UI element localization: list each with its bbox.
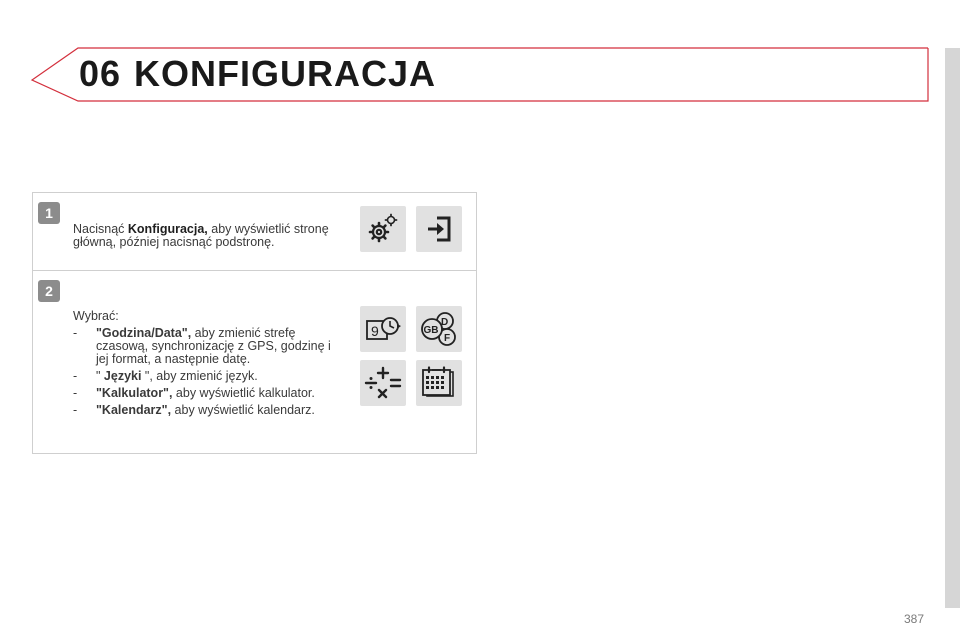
language-label-f: F: [444, 333, 451, 344]
enter-submenu-icon: [423, 213, 455, 245]
calculator-suffix: aby wyświetlić kalkulator.: [172, 386, 315, 400]
list-item-calculator: [73, 387, 343, 401]
settings-gears-icon: [365, 211, 401, 247]
calendar-tile[interactable]: [416, 360, 462, 406]
instruction-panel: [32, 192, 477, 454]
page-edge-bar: [945, 48, 960, 608]
datetime-line3: jej format, a następnie datę.: [96, 352, 251, 366]
svg-text:9: 9: [371, 323, 379, 339]
list-item-languages: [73, 370, 343, 384]
languages-suffix: ", aby zmienić język.: [141, 369, 258, 383]
step-1-suffix: aby wyświetlić stronę: [207, 222, 329, 236]
datetime-suffix: aby zmienić strefę: [191, 326, 296, 340]
languages-prefix: ": [96, 369, 104, 383]
datetime-tile[interactable]: [360, 306, 406, 352]
list-item-datetime: [73, 327, 343, 367]
page-number: 387: [904, 612, 925, 626]
languages-icon: [419, 310, 459, 348]
languages-label: Języki: [103, 369, 142, 383]
chapter-number: 06: [79, 53, 122, 94]
calendar-label: "Kalendarz",: [96, 403, 172, 417]
datetime-label: "Godzina/Data",: [96, 326, 192, 340]
language-label-gb: GB: [423, 325, 439, 336]
calculator-label: "Kalkulator",: [96, 386, 173, 400]
list-item-calendar: [73, 404, 343, 418]
dash: -: [73, 386, 78, 400]
step-1-bold: Konfiguracja,: [127, 222, 208, 236]
submenu-tile[interactable]: [416, 206, 462, 252]
datetime-line2: czasową, synchronizację z GPS, godzinę i: [96, 339, 331, 353]
language-label-d: D: [441, 317, 449, 328]
languages-tile[interactable]: [416, 306, 462, 352]
date-time-icon: [364, 312, 402, 346]
dash: -: [73, 403, 78, 417]
step-1-text: [73, 223, 363, 249]
calendar-suffix: aby wyświetlić kalendarz.: [171, 403, 315, 417]
calendar-icon: [421, 366, 457, 400]
calculator-tile[interactable]: [360, 360, 406, 406]
dash: -: [73, 326, 78, 340]
dash: -: [73, 369, 78, 383]
step-1-badge: 1: [38, 202, 60, 224]
chapter-title: KONFIGURACJA: [134, 53, 437, 94]
step-1-line2: główną, później nacisnąć podstronę.: [73, 235, 275, 249]
calculator-icon: [363, 365, 403, 401]
panel-divider: [33, 270, 476, 271]
step-2-intro: Wybrać:: [73, 309, 119, 323]
step-1-prefix: Nacisnąć: [73, 222, 128, 236]
settings-tile[interactable]: [360, 206, 406, 252]
step-2-badge: 2: [38, 280, 60, 302]
